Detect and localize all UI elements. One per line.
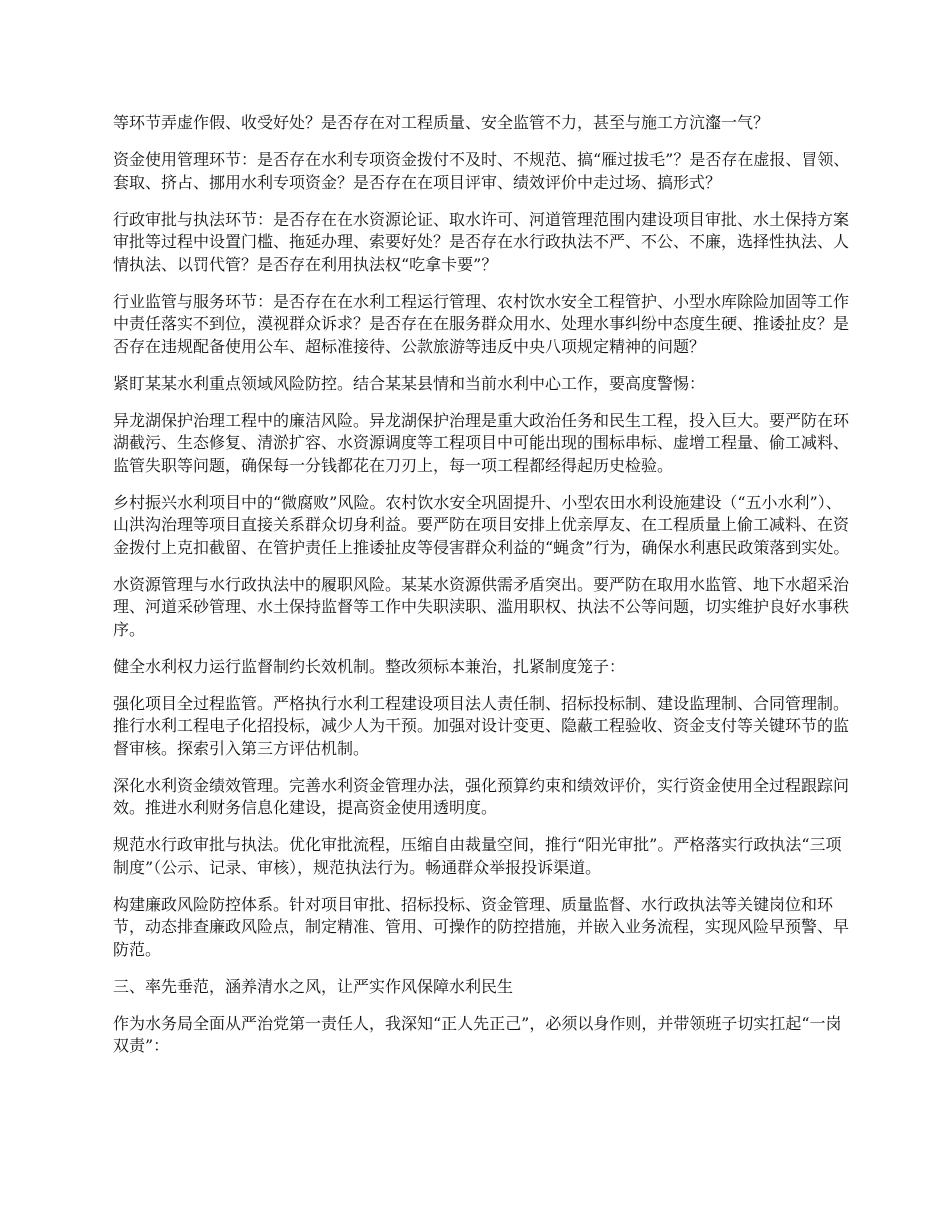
paragraph-2: 资金使用管理环节：是否存在水利专项资金拨付不及时、不规范、搞“雁过拔毛”？是否存在虚报、冒领、套取、挤占、挪用水利专项资金？是否存在在项目评审、绩效评价中走过场、搞形式？ (113, 150, 850, 192)
paragraph-11: 深化水利资金绩效管理。完善水利资金管理办法，强化预算约束和绩效评价，实行资金使用全过程跟踪问效。推进水利财务信息化建设，提高资金使用透明度。 (113, 775, 850, 817)
paragraph-12: 规范水行政审批与执法。优化审批流程，压缩自由裁量空间，推行“阳光审批”。严格落实行政执法“三项制度”（公示、记录、审核），规范执法行为。畅通群众举报投诉渠道。 (113, 835, 842, 877)
section-heading: 三、率先垂范，涵养清水之风，让严实作风保障水利民生 (113, 976, 514, 996)
paragraph-13: 构建廉政风险防控体系。针对项目审批、招标投标、资金管理、质量监督、水行政执法等关键岗位和环节，动态排查廉政风险点，制定精准、管用、可操作的防控措施，并嵌入业务流程，实现风险早预警、早防范。 (113, 894, 850, 959)
document-body (113, 112, 855, 1072)
paragraph-3: 行政审批与执法环节：是否存在在水资源论证、取水许可、河道管理范围内建设项目审批、水土保持方案审批等过程中设置门槛、拖延办理、索要好处？是否存在水行政执法不严、不公、不廉，选择性执法、人情执法、以罚代管？是否存在利用执法权“吃拿卡要”？ (113, 209, 850, 274)
paragraph-5: 紧盯某某水利重点领域风险防控。结合某某县情和当前水利中心工作，要高度警惕： (113, 373, 706, 393)
paragraph-4: 行业监管与服务环节：是否存在在水利工程运行管理、农村饮水安全工程管护、小型水库除险加固等工作中责任落实不到位，漠视群众诉求？是否存在在服务群众用水、处理水事纠纷中态度生硬、推诿扯皮？是否存在违规配备使用公车、超标准接待、公款旅游等违反中央八项规定精神的问题？ (113, 291, 850, 356)
paragraph-1: 等环节弄虚作假、收受好处？是否存在对工程质量、安全监管不力，甚至与施工方沆瀣一气？ (113, 113, 770, 132)
paragraph-10: 强化项目全过程监管。严格执行水利工程建设项目法人责任制、招标投标制、建设监理制、合同管理制。推行水利工程电子化招投标，减少人为干预。加强对设计变更、隐蔽工程验收、资金支付等关键环节的监督审核。探索引入第三方评估机制。 (113, 693, 850, 758)
paragraph-7: 乡村振兴水利项目中的“微腐败”风险。农村饮水安全巩固提升、小型农田水利设施建设（“五小水利”）、山洪沟治理等项目直接关系群众切身利益。要严防在项目安排上优亲厚友、在工程质量上偷工减料、在资金拨付上克扣截留、在管护责任上推诿扯皮等侵害群众利益的“蝇贪”行为，确保水利惠民政策落到实处。 (113, 492, 850, 557)
paragraph-8: 水资源管理与水行政执法中的履职风险。某某水资源供需矛盾突出。要严防在取用水监管、地下水超采治理、河道采砂管理、水土保持监督等工作中失职渎职、滥用职权、执法不公等问题，切实维护良好水事秩序。 (113, 574, 850, 639)
paragraph-6: 异龙湖保护治理工程中的廉洁风险。异龙湖保护治理是重大政治任务和民生工程，投入巨大。要严防在环湖截污、生态修复、清淤扩容、水资源调度等工程项目中可能出现的围标串标、虚增工程量、偷工减料、监管失职等问题，确保每一分钱都花在刀刃上，每一项工程都经得起历史检验。 (113, 410, 850, 475)
paragraph-9: 健全水利权力运行监督制约长效机制。整改须标本兼治，扎紧制度笼子： (113, 656, 626, 676)
paragraph-15: 作为水务局全面从严治党第一责任人，我深知“正人先正己”，必须以身作则，并带领班子切实扛起“一岗双责”： (113, 1013, 842, 1055)
